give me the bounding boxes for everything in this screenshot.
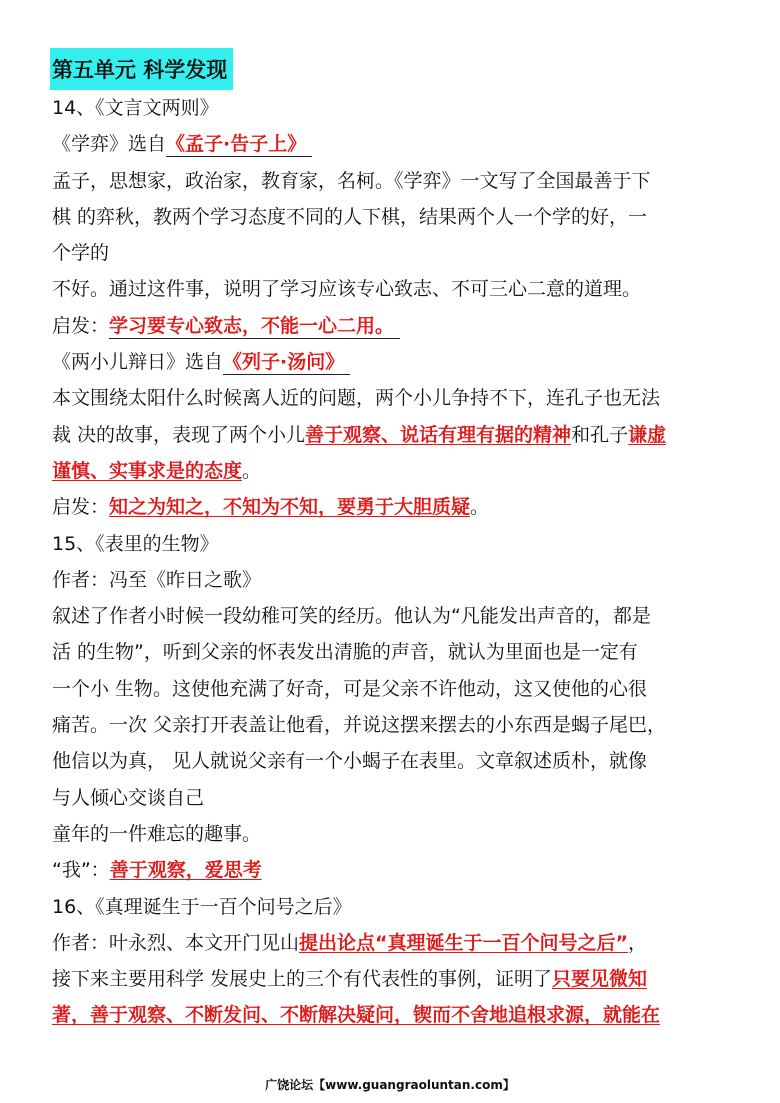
paragraph-line: 他信以为真， 见人就说父亲有一个小蝎子在表里。文章叙述质朴，就像 — [52, 750, 648, 773]
highlight-text: 只要见微知 — [552, 968, 648, 991]
enlightenment-line — [52, 489, 742, 525]
xueyi-source-prefix: 《学弈》选自 — [52, 133, 167, 156]
me-summary-line — [52, 852, 742, 888]
text-run: 接下来主要用科学 发展史上的三个有代表性的事例，证明了 — [52, 968, 553, 991]
paragraph-line: 痛苦。一次 父亲打开表盖让他看，并说这摆来摆去的小东西是蝎子尾巴， — [52, 714, 667, 737]
text-run: 作者：叶永烈、本文开门见山 — [52, 931, 300, 954]
enlightenment-line — [52, 308, 742, 344]
paragraph-line — [52, 453, 742, 489]
paragraph-line: 孟子，思想家，政治家，教育家，名柯。《学弈》一文写了全国最善于下 — [52, 169, 651, 192]
paragraph-line: 棋 的弈秋，教两个学习态度不同的人下棋，结果两个人一个学的好，一 — [52, 205, 648, 228]
paragraph-line — [52, 925, 742, 961]
lesson-15-heading: 15、《表里的生物》 — [52, 532, 219, 555]
highlight-text: 善于观察，爱思考 — [109, 859, 262, 882]
unit-title: 第五单元 科学发现 — [50, 48, 233, 90]
highlight-text: 提出论点“真理诞生于一百个问号之后” — [299, 931, 628, 954]
paragraph-line: 与人倾心交谈自己 — [52, 786, 205, 809]
author-line: 作者：冯至《昨日之歌》 — [52, 568, 262, 591]
page-footer: 广饶论坛【www.guangraoluntan.com】 — [265, 1078, 515, 1092]
highlight-text: 著，善于观察、不断发问、不断解决疑问，锲而不舍地追根求源，就能在 — [52, 1004, 661, 1027]
lesson-16-heading: 16、《真理诞生于一百个问号之后》 — [52, 895, 352, 918]
paragraph-line: 本文围绕太阳什么时候离人近的问题，两个小儿争持不下，连孔子也无法 — [52, 387, 661, 410]
text-run: 和孔子 — [571, 423, 629, 446]
highlight-text: 谨慎、实事求是的态度 — [52, 459, 243, 482]
document-page — [52, 48, 742, 1034]
highlight-text: 善于观察、说话有理有据的精神 — [305, 423, 572, 446]
liangxiaoer-source-line — [52, 344, 742, 380]
enlightenment-answer: 学习要专心致志，不能一心二用。 — [109, 314, 400, 339]
enlightenment-label: 启发： — [52, 496, 110, 519]
paragraph-line: 叙述了作者小时候一段幼稚可笑的经历。他认为“凡能发出声音的，都是 — [52, 605, 651, 628]
paragraph-line: 活 的生物”，听到父亲的怀表发出清脆的声音，就认为里面也是一定有 — [52, 641, 638, 664]
lesson-14-heading: 14、《文言文两则》 — [52, 97, 219, 119]
highlight-text: 知之为知之，不知为不知，要勇于大胆质疑 — [109, 496, 471, 519]
text-run: 。 — [470, 496, 490, 519]
liangxiaoer-source-answer: 《列子·汤问》 — [223, 350, 350, 375]
xueyi-source-answer: 《孟子·告子上》 — [166, 132, 312, 157]
text-run: 。 — [242, 459, 262, 482]
paragraph-line: 童年的一件难忘的趣事。 — [52, 822, 262, 845]
text-run: ， — [628, 931, 648, 954]
me-label: “我”： — [52, 859, 110, 882]
paragraph-line — [52, 997, 742, 1033]
enlightenment-label: 启发： — [52, 314, 110, 337]
paragraph-line: 个学的 — [52, 242, 110, 265]
xueyi-source-line — [52, 126, 742, 162]
paragraph-line: 不好。通过这件事，说明了学习应该专心致志、不可三心二意的道理。 — [52, 278, 642, 301]
paragraph-line: 一个小 生物。这使他充满了好奇，可是父亲不许他动，这又使他的心很 — [52, 677, 648, 700]
paragraph-line — [52, 417, 742, 453]
text-run: 裁 决的故事，表现了两个小儿 — [52, 423, 306, 446]
highlight-text: 谦虚 — [628, 423, 667, 446]
liangxiaoer-source-prefix: 《两小儿辩日》选自 — [52, 351, 224, 374]
paragraph-line — [52, 961, 742, 997]
